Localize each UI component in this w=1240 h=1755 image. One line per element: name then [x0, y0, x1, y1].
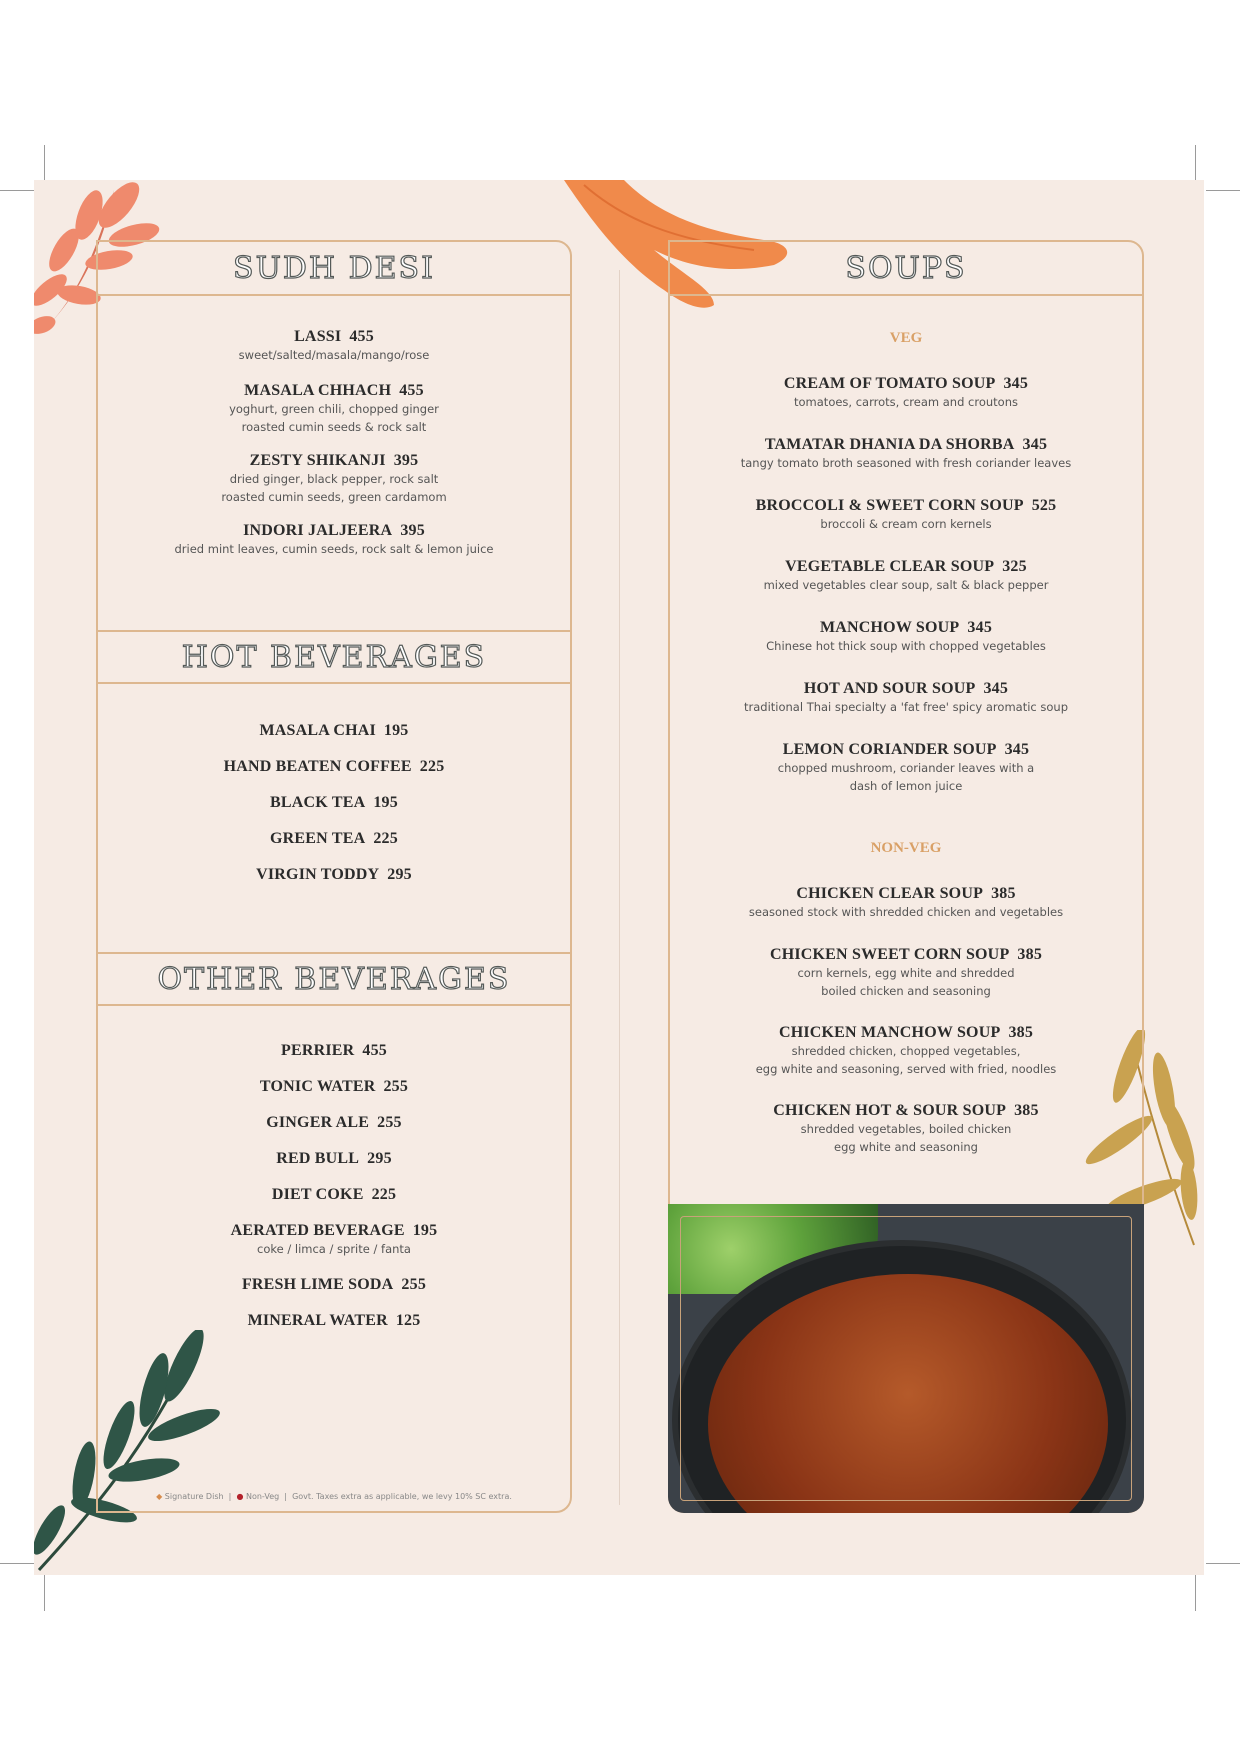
item-name: ZESTY SHIKANJI — [249, 452, 386, 469]
crop-mark — [0, 190, 34, 191]
item-name: PERRIER — [280, 1042, 355, 1059]
menu-item — [98, 866, 570, 884]
menu-item — [98, 830, 570, 848]
tax-note: Govt. Taxes extra as applicable, we levy 10% SC extra. — [292, 1492, 512, 1501]
item-description: yoghurt, green chili, chopped ginger — [229, 402, 439, 416]
menu-item — [98, 758, 570, 776]
item-description: chopped mushroom, coriander leaves with a — [777, 761, 1035, 775]
item-price: 345 — [967, 619, 993, 636]
item-price: 195 — [373, 794, 398, 811]
item-description: tangy tomato broth seasoned with fresh coriander leaves — [740, 456, 1072, 470]
crop-mark — [1206, 1563, 1240, 1564]
other-beverages-header — [98, 952, 570, 1006]
item-name: HAND BEATEN COFFEE — [223, 758, 412, 775]
item-description: boiled chicken and seasoning — [821, 984, 991, 998]
menu-item — [670, 741, 1142, 795]
menu-item — [670, 619, 1142, 655]
menu-item — [670, 558, 1142, 594]
item-name: BROCCOLI & SWEET CORN SOUP — [755, 497, 1024, 514]
item-price: 255 — [401, 1276, 427, 1293]
item-price: 395 — [400, 522, 425, 539]
soups-header — [670, 242, 1142, 296]
menu-item — [98, 1042, 570, 1060]
crop-mark — [1195, 145, 1196, 181]
item-price: 455 — [349, 328, 374, 345]
item-price: 525 — [1031, 497, 1057, 514]
item-name: TONIC WATER — [259, 1078, 376, 1095]
item-name: LASSI — [294, 328, 342, 345]
menu-item — [670, 497, 1142, 533]
item-description: dash of lemon juice — [849, 779, 963, 793]
item-name: AERATED BEVERAGE — [230, 1222, 405, 1239]
item-name: CREAM OF TOMATO SOUP — [783, 375, 996, 392]
item-price: 195 — [383, 722, 409, 739]
section-title-other-beverages: OTHER BEVERAGES — [157, 961, 511, 997]
item-name: CHICKEN CLEAR SOUP — [796, 885, 984, 902]
menu-item — [670, 1102, 1142, 1156]
item-price: 345 — [1004, 741, 1030, 758]
hot-beverages-header — [98, 630, 570, 684]
left-menu-panel — [96, 240, 572, 1513]
item-name: BLACK TEA — [270, 794, 366, 811]
non-veg-icon: ● — [236, 1492, 244, 1501]
item-name: CHICKEN HOT & SOUR SOUP — [773, 1102, 1007, 1119]
menu-item — [670, 436, 1142, 472]
item-price: 345 — [983, 680, 1009, 697]
item-description: traditional Thai specialty a 'fat free' spicy aromatic soup — [743, 700, 1068, 714]
item-name: MINERAL WATER — [247, 1312, 388, 1329]
veg-subheading: VEG — [889, 330, 923, 346]
crop-mark — [1195, 1575, 1196, 1611]
item-name: GREEN TEA — [270, 830, 366, 847]
item-description: corn kernels, egg white and shredded — [797, 966, 1015, 980]
signature-dish-icon: ◆ — [156, 1492, 163, 1501]
menu-item — [98, 1150, 570, 1168]
item-description: egg white and seasoning, served with fried, noodles — [755, 1062, 1057, 1076]
item-description: coke / limca / sprite / fanta — [257, 1242, 411, 1256]
item-description: roasted cumin seeds, green cardamom — [221, 490, 447, 504]
item-name: HOT AND SOUR SOUP — [803, 680, 976, 697]
item-price: 455 — [399, 382, 424, 399]
item-description: shredded vegetables, boiled chicken — [800, 1122, 1012, 1136]
item-price: 345 — [1022, 436, 1048, 453]
item-price: 325 — [1002, 558, 1027, 575]
item-description: sweet/salted/masala/mango/rose — [238, 348, 430, 362]
crop-mark — [44, 1575, 45, 1611]
item-name: INDORI JALJEERA — [243, 522, 393, 539]
item-description: roasted cumin seeds & rock salt — [241, 420, 427, 434]
menu-item — [670, 375, 1142, 411]
item-price: 345 — [1003, 375, 1029, 392]
item-price: 385 — [1017, 946, 1043, 963]
item-name: RED BULL — [276, 1150, 360, 1167]
item-description: dried mint leaves, cumin seeds, rock salt & lemon juice — [174, 542, 494, 556]
crop-mark — [1206, 190, 1240, 191]
section-title-soups: SOUPS — [845, 250, 967, 286]
item-price: 295 — [387, 866, 412, 883]
item-price: 125 — [395, 1312, 421, 1329]
item-name: MASALA CHAI — [259, 722, 376, 739]
item-price: 455 — [362, 1042, 388, 1059]
item-name: CHICKEN SWEET CORN SOUP — [769, 946, 1010, 963]
page-fold — [619, 270, 620, 1505]
item-name: MANCHOW SOUP — [819, 619, 960, 636]
item-price: 385 — [1008, 1024, 1034, 1041]
item-name: VEGETABLE CLEAR SOUP — [785, 558, 995, 575]
item-description: mixed vegetables clear soup, salt & black pepper — [763, 578, 1049, 592]
item-price: 195 — [412, 1222, 438, 1239]
item-price: 385 — [1014, 1102, 1039, 1119]
menu-item — [98, 1222, 570, 1258]
item-price: 255 — [377, 1114, 402, 1131]
menu-item — [98, 794, 570, 812]
section-title-sudh-desi: SUDH DESI — [233, 250, 435, 286]
menu-item — [98, 522, 570, 558]
crop-mark — [44, 145, 45, 181]
item-description: tomatoes, carrots, cream and croutons — [794, 395, 1018, 409]
item-price: 395 — [393, 452, 419, 469]
menu-item — [98, 1276, 570, 1294]
non-veg-subheading: NON-VEG — [870, 840, 942, 856]
menu-item — [98, 1078, 570, 1096]
menu-sheet — [34, 180, 1204, 1575]
item-name: VIRGIN TODDY — [256, 866, 380, 883]
item-name: FRESH LIME SODA — [241, 1276, 394, 1293]
sudh-desi-header — [98, 242, 570, 296]
item-description: shredded chicken, chopped vegetables, — [791, 1044, 1021, 1058]
item-price: 225 — [419, 758, 445, 775]
item-description: Chinese hot thick soup with chopped vegetables — [766, 639, 1046, 653]
crop-mark — [0, 1563, 34, 1564]
item-price: 295 — [367, 1150, 392, 1167]
item-description: seasoned stock with shredded chicken and vegetables — [748, 905, 1064, 919]
menu-item — [98, 382, 570, 436]
signature-dish-label: Signature Dish — [164, 1492, 224, 1501]
menu-item — [670, 946, 1142, 1000]
soup-photo — [668, 1204, 1144, 1513]
item-price: 255 — [383, 1078, 409, 1095]
menu-item — [670, 680, 1142, 716]
menu-item — [98, 1312, 570, 1330]
footer-legend: ◆ Signature Dish | ● Non-Veg | Govt. Taxes extra as applicable, we levy 10% SC extra. — [156, 1492, 512, 1501]
menu-item — [670, 1024, 1142, 1078]
item-price: 225 — [371, 1186, 397, 1203]
item-price: 385 — [991, 885, 1016, 902]
menu-item — [98, 1186, 570, 1204]
section-title-hot-beverages: HOT BEVERAGES — [181, 639, 487, 675]
menu-item — [670, 885, 1142, 921]
item-name: CHICKEN MANCHOW SOUP — [778, 1024, 1001, 1041]
non-veg-label: Non-Veg — [245, 1492, 280, 1501]
menu-item — [98, 452, 570, 506]
item-description: dried ginger, black pepper, rock salt — [229, 472, 439, 486]
menu-item — [98, 328, 570, 364]
menu-item — [98, 1114, 570, 1132]
item-description: broccoli & cream corn kernels — [820, 517, 992, 531]
item-price: 225 — [373, 830, 398, 847]
menu-item — [98, 722, 570, 740]
item-name: DIET COKE — [271, 1186, 364, 1203]
item-description: egg white and seasoning — [834, 1140, 978, 1154]
item-name: LEMON CORIANDER SOUP — [782, 741, 997, 758]
item-name: MASALA CHHACH — [244, 382, 392, 399]
item-name: GINGER ALE — [266, 1114, 370, 1131]
item-name: TAMATAR DHANIA DA SHORBA — [764, 436, 1015, 453]
